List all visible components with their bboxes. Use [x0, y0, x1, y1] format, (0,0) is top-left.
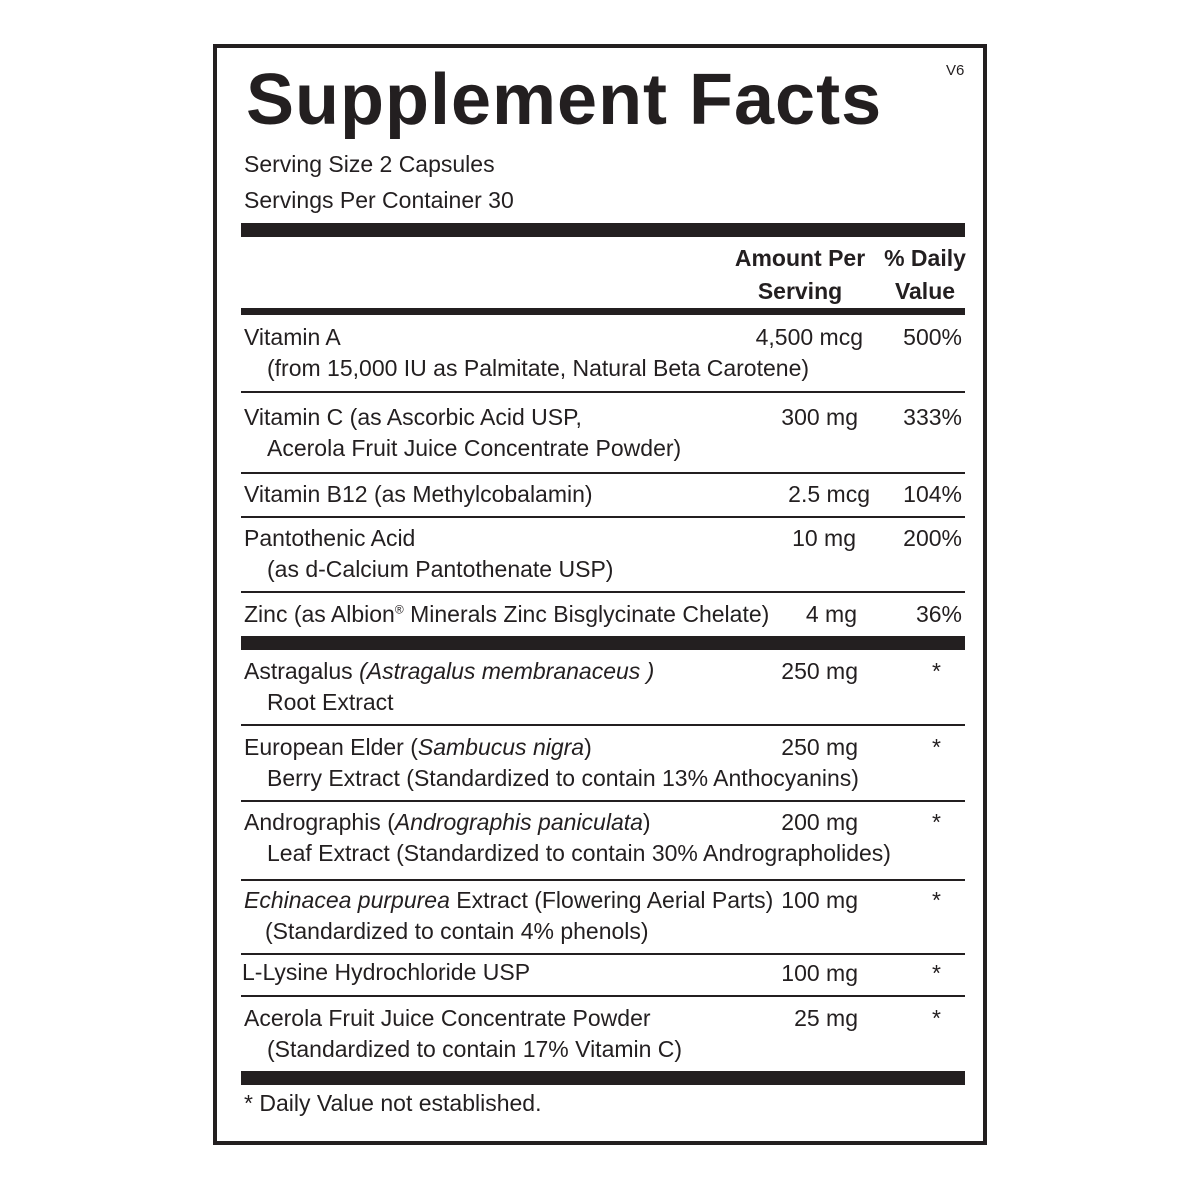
nutrient-name: Pantothenic Acid	[244, 525, 416, 551]
daily-value-asterisk: *	[932, 809, 941, 835]
row-divider	[241, 516, 965, 518]
row-divider	[241, 879, 965, 881]
ingredient-latin-name: Echinacea purpurea	[244, 887, 450, 913]
servings-per-container: Servings Per Container 30	[244, 187, 514, 213]
serving-size: Serving Size 2 Capsules	[244, 151, 495, 177]
ingredient-name-part: Astragalus	[244, 658, 360, 684]
column-header-daily-value	[872, 242, 978, 308]
ingredient-name-part: )	[642, 809, 651, 835]
nutrient-daily-value: 104%	[903, 481, 962, 507]
header-amount-line2: Serving	[757, 278, 843, 304]
row-divider	[241, 800, 965, 802]
row-divider	[241, 391, 965, 393]
header-dv-line2: Value	[894, 278, 956, 304]
ingredient-detail: Berry Extract (Standardized to contain 13% Anthocyanins)	[267, 765, 859, 791]
footnote: * Daily Value not established.	[244, 1090, 542, 1116]
ingredient-name	[244, 656, 654, 687]
row-divider	[241, 953, 965, 955]
nutrient-detail: (as d-Calcium Pantothenate USP)	[267, 556, 614, 582]
nutrient-amount: 10 mg	[792, 525, 856, 551]
daily-value-asterisk: *	[932, 1005, 941, 1031]
daily-value-asterisk: *	[932, 734, 941, 760]
nutrient-amount: 4,500 mcg	[755, 324, 863, 350]
row-divider	[241, 472, 965, 474]
panel-title: Supplement Facts	[246, 60, 883, 140]
nutrient-name: Vitamin A	[244, 324, 341, 350]
header-dv-line1: % Daily	[884, 245, 966, 271]
ingredient-amount: 25 mg	[794, 1005, 858, 1031]
ingredient-amount: 100 mg	[781, 960, 858, 986]
ingredient-name: L-Lysine Hydrochloride USP	[242, 959, 531, 985]
divider-thick	[241, 636, 965, 650]
ingredient-name-part: )	[584, 734, 592, 760]
nutrient-name-part: Minerals Zinc Bisglycinate Chelate)	[403, 601, 770, 627]
nutrient-daily-value: 200%	[903, 525, 962, 551]
ingredient-detail: (Standardized to contain 4% phenols)	[265, 918, 649, 944]
nutrient-amount: 2.5 mcg	[788, 481, 870, 507]
ingredient-amount: 200 mg	[781, 809, 858, 835]
column-header-amount	[728, 242, 872, 308]
ingredient-latin-name: Andrographis paniculata	[394, 809, 643, 835]
registered-mark: ®	[394, 602, 404, 617]
ingredient-name-part: European Elder (	[244, 734, 418, 760]
ingredient-name	[244, 732, 592, 763]
daily-value-asterisk: *	[932, 960, 941, 986]
nutrient-daily-value: 333%	[903, 404, 962, 430]
ingredient-latin-name: (Astragalus membranaceus )	[359, 658, 655, 684]
ingredient-amount: 100 mg	[781, 887, 858, 913]
nutrient-daily-value: 500%	[903, 324, 962, 350]
daily-value-asterisk: *	[932, 887, 941, 913]
ingredient-amount: 250 mg	[781, 734, 858, 760]
nutrient-name-part: Zinc (as Albion	[244, 601, 395, 627]
row-divider	[241, 591, 965, 593]
ingredient-detail: Root Extract	[267, 689, 394, 715]
ingredient-amount: 250 mg	[781, 658, 858, 684]
row-divider	[241, 724, 965, 726]
divider-thick	[241, 1071, 965, 1085]
nutrient-amount: 4 mg	[805, 601, 857, 627]
nutrient-name: Vitamin B12 (as Methylcobalamin)	[244, 481, 593, 507]
ingredient-detail: Leaf Extract (Standardized to contain 30% Andrographolides)	[267, 840, 891, 866]
row-divider	[241, 995, 965, 997]
ingredient-name	[244, 885, 773, 916]
ingredient-latin-name: Sambucus nigra	[417, 734, 585, 760]
nutrient-detail: (from 15,000 IU as Palmitate, Natural Beta Carotene)	[267, 355, 810, 381]
nutrient-detail: Acerola Fruit Juice Concentrate Powder)	[267, 435, 682, 461]
nutrient-daily-value: 36%	[915, 601, 962, 627]
ingredient-name-part: Extract (Flowering Aerial Parts)	[449, 887, 774, 913]
ingredient-name-part: Andrographis (	[244, 809, 395, 835]
daily-value-asterisk: *	[932, 658, 941, 684]
divider-thick	[241, 223, 965, 237]
ingredient-name	[244, 807, 651, 838]
divider-medium	[241, 308, 965, 315]
nutrient-amount: 300 mg	[781, 404, 858, 430]
header-amount-line1: Amount Per	[734, 245, 866, 271]
ingredient-name: Acerola Fruit Juice Concentrate Powder	[244, 1005, 651, 1031]
ingredient-detail: (Standardized to contain 17% Vitamin C)	[267, 1036, 683, 1062]
version-code: V6	[946, 62, 965, 79]
nutrient-name	[244, 599, 769, 630]
nutrient-name: Vitamin C (as Ascorbic Acid USP,	[244, 404, 582, 430]
